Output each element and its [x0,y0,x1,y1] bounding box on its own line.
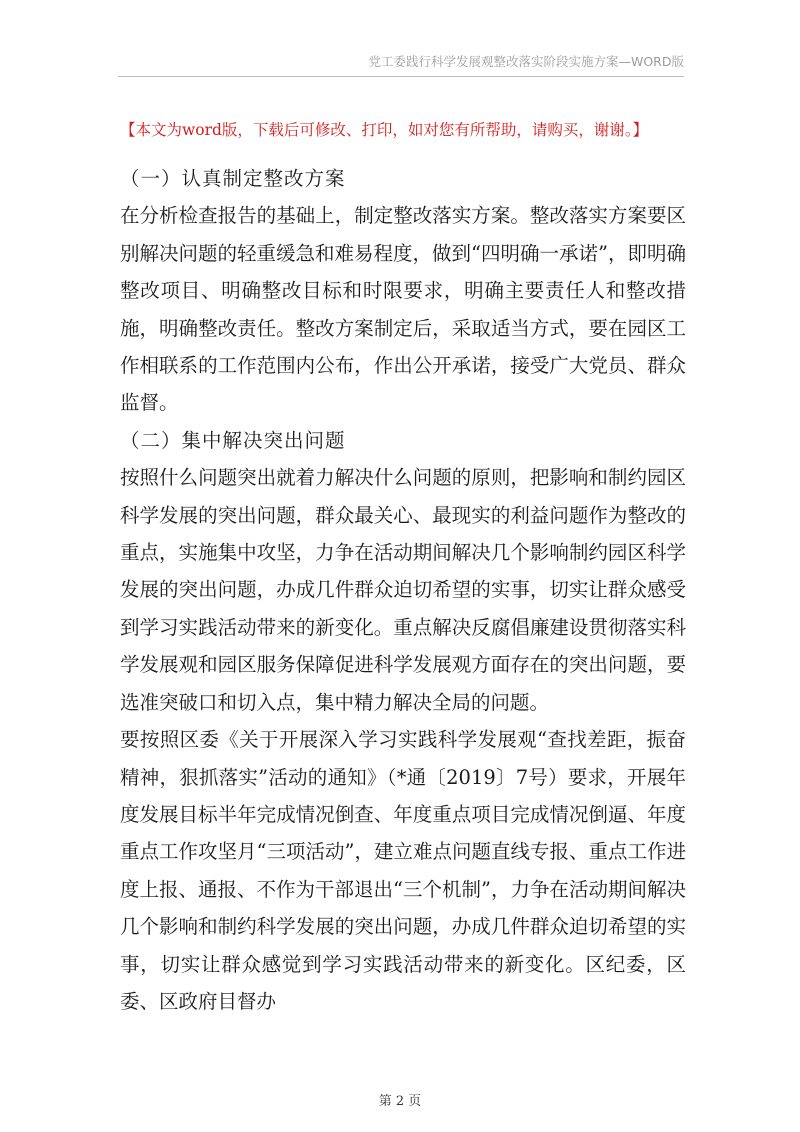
page-number: 第 2 页 [378,1094,422,1109]
paragraph-1: 在分析检查报告的基础上，制定整改落实方案。整改落实方案要区别解决问题的轻重缓急和难易程度，做到“四明确一承诺”，即明确整改项目、明确整改目标和时限要求，明确主要责任人和整改措施，明确整改责任。整改方案制定后，采取适当方式，要在园区工作相联系的工作范围内公布，作出公开承诺，接受广大党员、群众监督。 [120,204,686,415]
section-heading-2: （二）集中解决突出问题 [120,428,346,452]
download-notice: 【本文为word版，下载后可修改、打印，如对您有所帮助，请购买，谢谢。】 [120,121,649,139]
running-header: 党工委践行科学发展观整改落实阶段实施方案—WORD版 [118,52,684,77]
section-heading-1: （一）认真制定整改方案 [120,167,346,190]
document-body [120,160,686,1020]
paragraph-3: 要按照区委《关于开展深入学习实践科学发展观“查找差距，振奋精神，狠抓落实”活动的通知》（*通〔2019〕7号）要求，开展年度发展目标半年完成情况倒查、年度重点项目完成情况倒逼、年度重点工作攻坚月“三项活动”，建立难点问题直线专报、重点工作进度上报、通报、不作为干部退出“三个机制”，力争在活动期间解决几个影响和制约科学发展的突出问题，办成几件群众迫切希望的实事，切实让群众感觉到学习实践活动带来的新变化。区纪委，区委、区政府目督办 [120,728,686,1013]
paragraph-2: 按照什么问题突出就着力解决什么问题的原则，把影响和制约园区科学发展的突出问题，群众最关心、最现实的利益问题作为整改的重点，实施集中攻坚，力争在活动期间解决几个影响制约园区科学发展的突出问题，办成几件群众迫切希望的实事，切实让群众感受到学习实践活动带来的新变化。重点解决反腐倡廉建设贯彻落实科学发展观和园区服务保障促进科学发展观方面存在的突出问题，要选准突破口和切入点，集中精力解决全局的问题。 [120,466,686,714]
